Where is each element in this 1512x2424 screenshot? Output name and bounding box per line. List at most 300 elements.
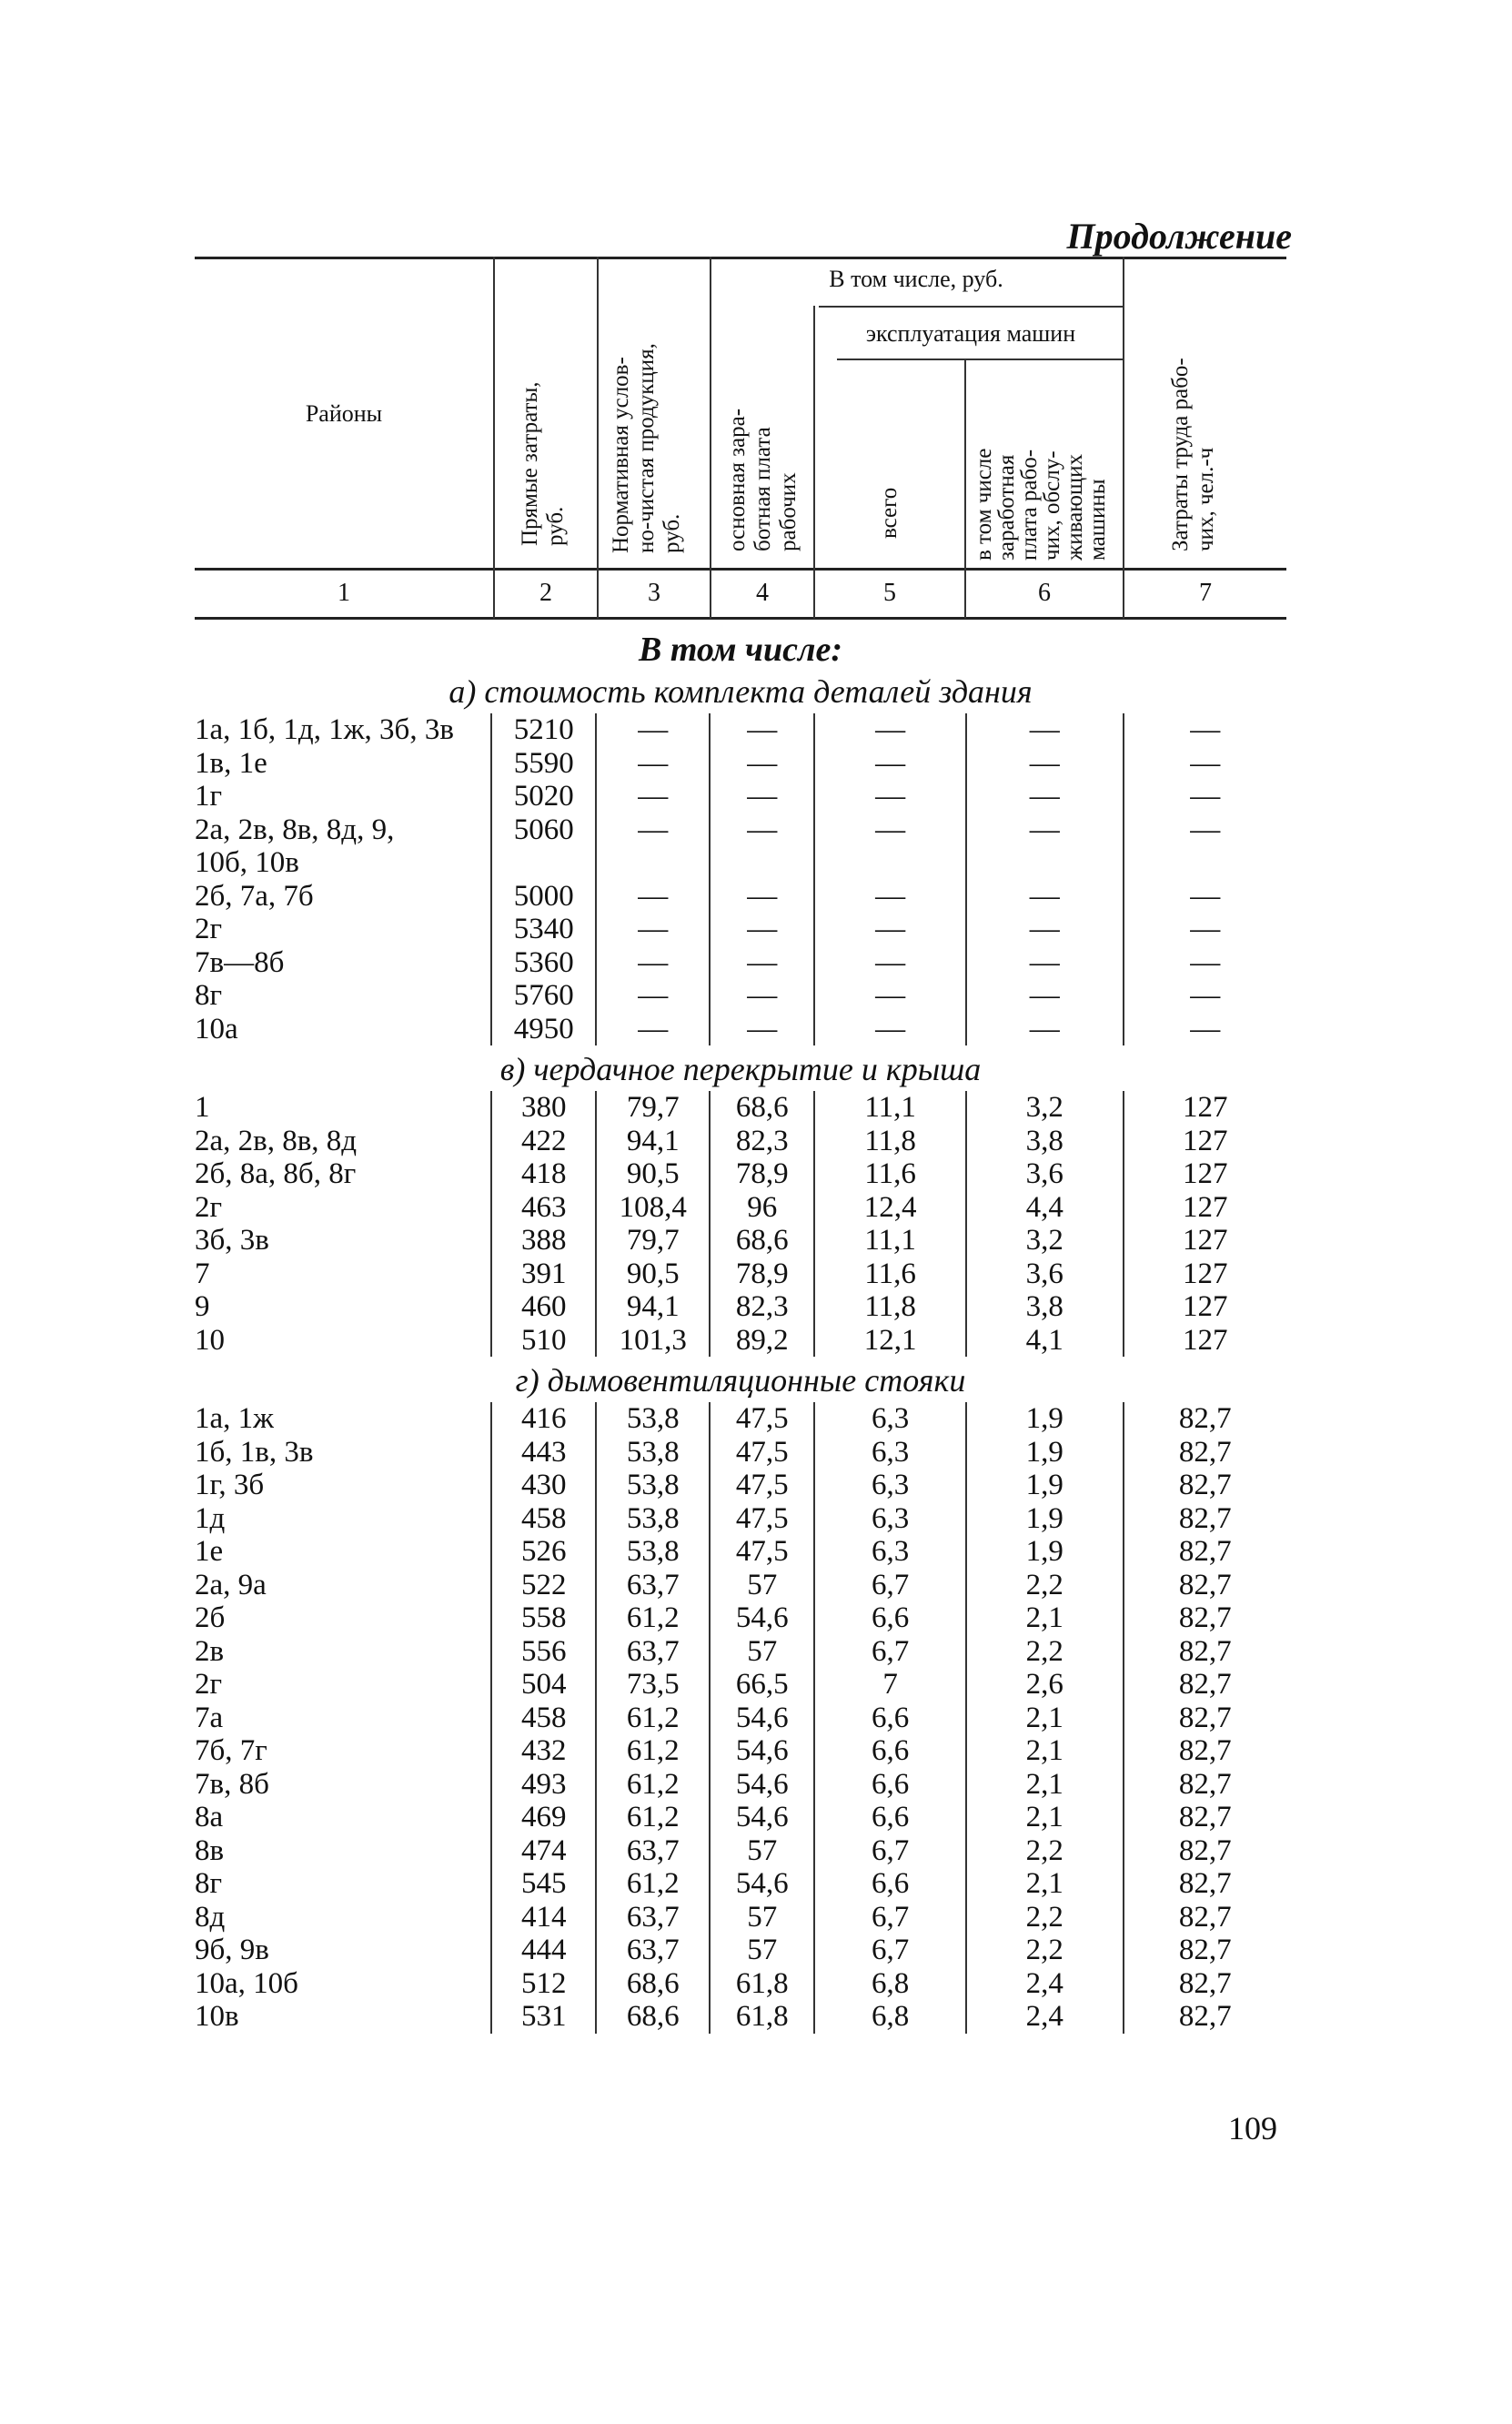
direct-costs-cell: 510 [490, 1324, 595, 1358]
region-cell: 1в, 1е [195, 746, 267, 780]
base-wage-cell: 54,6 [709, 1601, 813, 1635]
machines-total-cell: 6,3 [813, 1402, 965, 1436]
labor-cell: 82,7 [1123, 1801, 1287, 1834]
normative-cell: 90,5 [595, 1157, 709, 1191]
base-wage-cell: 47,5 [709, 1436, 813, 1470]
region-cell: 2а, 2в, 8в, 8д, 9, [195, 813, 395, 846]
labor-cell: — [1123, 813, 1287, 847]
normative-cell: 68,6 [595, 2000, 709, 2034]
labor-cell: 82,7 [1123, 1768, 1287, 1802]
labor-cell: 82,7 [1123, 2000, 1287, 2034]
labor-cell: 82,7 [1123, 1469, 1287, 1502]
region-cell: 8а [195, 1801, 224, 1833]
normative-cell: 94,1 [595, 1125, 709, 1158]
machine-wage-cell: 2,2 [965, 1569, 1123, 1602]
normative-cell: — [595, 1013, 709, 1046]
direct-costs-cell [490, 846, 595, 880]
direct-costs-cell: 388 [490, 1224, 595, 1257]
section-rows [195, 1402, 1286, 2034]
base-wage-cell: 78,9 [709, 1257, 813, 1291]
machine-wage-cell: 1,9 [965, 1535, 1123, 1569]
table-row [195, 1535, 1286, 1569]
labor-cell [1123, 846, 1287, 880]
direct-costs-cell: 522 [490, 1569, 595, 1602]
machine-wage-cell: 2,1 [965, 1768, 1123, 1802]
region-cell: 8в [195, 1833, 225, 1867]
normative-cell: 61,2 [595, 1768, 709, 1802]
base-wage-cell: 57 [709, 1569, 813, 1602]
labor-cell: — [1123, 780, 1287, 813]
table-row [195, 1502, 1286, 1536]
machines-total-cell: 6,7 [813, 1834, 965, 1868]
normative-cell: 90,5 [595, 1257, 709, 1291]
col-number-4: 4 [756, 579, 769, 607]
region-cell: 2г [195, 913, 223, 945]
table-row [195, 1934, 1286, 1967]
table-row [195, 1569, 1286, 1602]
base-wage-cell: 47,5 [709, 1502, 813, 1536]
machines-total-cell: 12,4 [813, 1191, 965, 1225]
direct-costs-cell: 5590 [490, 747, 595, 781]
labor-cell: 82,7 [1123, 1402, 1287, 1436]
base-wage-cell [709, 846, 813, 880]
base-wage-cell: — [709, 747, 813, 781]
machine-wage-cell: 1,9 [965, 1502, 1123, 1536]
machine-wage-cell: — [965, 1013, 1123, 1046]
labor-cell: — [1123, 913, 1287, 946]
direct-costs-cell: 444 [490, 1934, 595, 1967]
machine-wage-cell: — [965, 913, 1123, 946]
base-wage-cell: 57 [709, 1834, 813, 1868]
direct-costs-cell: 504 [490, 1668, 595, 1702]
region-cell: 9б, 9в [195, 1934, 269, 1966]
machine-wage-cell: — [965, 813, 1123, 847]
table-row [195, 1801, 1286, 1834]
machines-total-cell: — [813, 780, 965, 813]
labor-cell: — [1123, 713, 1287, 747]
base-wage-cell: 82,3 [709, 1290, 813, 1324]
table-row [195, 713, 1286, 747]
normative-cell: 63,7 [595, 1934, 709, 1967]
table-row [195, 1601, 1286, 1635]
machine-wage-cell: — [965, 880, 1123, 914]
labor-cell: 82,7 [1123, 1601, 1287, 1635]
normative-cell: — [595, 946, 709, 980]
col-direct-costs-header: Прямые затраты, руб. [518, 381, 568, 546]
machine-wage-cell: 1,9 [965, 1469, 1123, 1502]
col-labor-header: Затраты труда рабо- чих, чел.-ч [1168, 358, 1218, 551]
machine-wage-cell: — [965, 713, 1123, 747]
normative-cell: 53,8 [595, 1502, 709, 1536]
labor-cell: 127 [1123, 1257, 1287, 1291]
normative-cell: 108,4 [595, 1191, 709, 1225]
table-row [195, 1668, 1286, 1702]
machine-wage-cell [965, 846, 1123, 880]
labor-cell: 127 [1123, 1125, 1287, 1158]
labor-cell: — [1123, 747, 1287, 781]
normative-cell: 53,8 [595, 1469, 709, 1502]
labor-cell: 82,7 [1123, 1569, 1287, 1602]
machines-total-cell: 6,6 [813, 1702, 965, 1735]
machines-total-cell: 6,8 [813, 1967, 965, 2001]
base-wage-cell: 47,5 [709, 1469, 813, 1502]
machines-total-cell: 6,3 [813, 1535, 965, 1569]
normative-cell: 79,7 [595, 1224, 709, 1257]
table-row [195, 1091, 1286, 1125]
region-cell: 10в [195, 2000, 239, 2033]
direct-costs-cell: 460 [490, 1290, 595, 1324]
col-number-2: 2 [539, 579, 552, 607]
machine-wage-cell: 2,1 [965, 1801, 1123, 1834]
base-wage-cell: — [709, 780, 813, 813]
col-number-6: 6 [1038, 579, 1051, 607]
col-regions-header: Районы [305, 400, 383, 427]
base-wage-cell: — [709, 913, 813, 946]
machines-total-cell: 7 [813, 1668, 965, 1702]
table-row [195, 1157, 1286, 1191]
region-cell: 7 [195, 1257, 210, 1290]
base-wage-cell: 57 [709, 1635, 813, 1669]
table-row [195, 1125, 1286, 1158]
table-row [195, 1191, 1286, 1225]
base-wage-cell: 57 [709, 1901, 813, 1934]
direct-costs-cell: 5060 [490, 813, 595, 847]
direct-costs-cell: 526 [490, 1535, 595, 1569]
labor-cell: 127 [1123, 1224, 1287, 1257]
base-wage-cell: 54,6 [709, 1867, 813, 1901]
base-wage-cell: 54,6 [709, 1768, 813, 1802]
direct-costs-cell: 416 [490, 1402, 595, 1436]
normative-cell: — [595, 713, 709, 747]
machine-wage-cell: — [965, 946, 1123, 980]
direct-costs-cell: 443 [490, 1436, 595, 1470]
base-wage-cell: 89,2 [709, 1324, 813, 1358]
base-wage-cell: 57 [709, 1934, 813, 1967]
page-number: 109 [1228, 2110, 1277, 2146]
machine-wage-cell: — [965, 780, 1123, 813]
direct-costs-cell: 380 [490, 1091, 595, 1125]
direct-costs-cell: 531 [490, 2000, 595, 2034]
direct-costs-cell: 4950 [490, 1013, 595, 1046]
table-row [195, 1768, 1286, 1802]
direct-costs-cell: 430 [490, 1469, 595, 1502]
direct-costs-cell: 391 [490, 1257, 595, 1291]
machine-wage-cell: 2,2 [965, 1635, 1123, 1669]
machine-wage-cell: 2,1 [965, 1867, 1123, 1901]
base-wage-cell: — [709, 1013, 813, 1046]
region-cell: 7в—8б [195, 945, 285, 979]
region-cell: 9 [195, 1290, 210, 1323]
section-rows [195, 713, 1286, 1045]
machines-total-cell: — [813, 946, 965, 980]
direct-costs-cell: 432 [490, 1734, 595, 1768]
table-row [195, 1436, 1286, 1470]
normative-cell: — [595, 747, 709, 781]
machines-total-cell: 6,8 [813, 2000, 965, 2034]
table-row [195, 946, 1286, 980]
labor-cell: 82,7 [1123, 1734, 1287, 1768]
normative-cell: — [595, 979, 709, 1013]
col-base-wage-header: основная зара- ботная плата рабочих [725, 408, 801, 551]
normative-cell: 63,7 [595, 1901, 709, 1934]
region-cell: 1а, 1б, 1д, 1ж, 3б, 3в [195, 713, 454, 746]
machine-wage-cell: 4,4 [965, 1191, 1123, 1225]
machine-wage-cell: 3,6 [965, 1257, 1123, 1291]
machine-wage-cell: 3,2 [965, 1091, 1123, 1125]
labor-cell: 127 [1123, 1324, 1287, 1358]
table-row [195, 880, 1286, 914]
region-cell: 8г [195, 979, 223, 1012]
table-row [195, 913, 1286, 946]
table-row [195, 1402, 1286, 1436]
direct-costs-cell: 5020 [490, 780, 595, 813]
base-wage-cell: 54,6 [709, 1734, 813, 1768]
machines-total-cell [813, 846, 965, 880]
machines-total-cell: 11,1 [813, 1224, 965, 1257]
direct-costs-cell: 422 [490, 1125, 595, 1158]
labor-cell: 82,7 [1123, 1635, 1287, 1669]
col-machine-wage-header: в том числе заработная плата рабо- чих, обслу- живающих машины [972, 448, 1110, 561]
machine-wage-cell: 2,1 [965, 1702, 1123, 1735]
labor-cell: 82,7 [1123, 1668, 1287, 1702]
region-cell: 8д [195, 1900, 226, 1934]
machine-wage-cell: 2,1 [965, 1601, 1123, 1635]
region-cell: 2б, 7а, 7б [195, 879, 314, 913]
labor-cell: 82,7 [1123, 1867, 1287, 1901]
base-wage-cell: — [709, 946, 813, 980]
machines-total-cell: — [813, 747, 965, 781]
table-row [195, 1257, 1286, 1291]
table-row [195, 2000, 1286, 2034]
section-title: а) стоимость комплекта деталей здания [449, 673, 1033, 710]
region-cell: 2г [195, 1190, 223, 1224]
normative-cell: 63,7 [595, 1635, 709, 1669]
table-header [195, 257, 1286, 619]
region-cell: 2а, 2в, 8в, 8д [195, 1124, 358, 1157]
direct-costs-cell: 458 [490, 1502, 595, 1536]
table-row [195, 1013, 1286, 1046]
table-row [195, 1224, 1286, 1257]
base-wage-cell: 82,3 [709, 1125, 813, 1158]
region-cell: 1г, 3б [195, 1469, 265, 1501]
direct-costs-cell: 5210 [490, 713, 595, 747]
labor-cell: — [1123, 880, 1287, 914]
machine-wage-cell: 3,6 [965, 1157, 1123, 1191]
table-row [195, 1469, 1286, 1502]
direct-costs-cell: 418 [490, 1157, 595, 1191]
intro-heading: В том числе: [639, 631, 842, 669]
region-cell: 2б, 8а, 8б, 8г [195, 1157, 357, 1190]
labor-cell: 127 [1123, 1290, 1287, 1324]
table-row [195, 979, 1286, 1013]
machines-total-cell: 6,7 [813, 1901, 965, 1934]
section-title: г) дымовентиляционные стояки [515, 1362, 966, 1399]
labor-cell: 127 [1123, 1157, 1287, 1191]
machine-wage-cell: 2,1 [965, 1734, 1123, 1768]
labor-cell: 127 [1123, 1191, 1287, 1225]
region-cell: 2в [195, 1634, 225, 1668]
table-body [195, 673, 1286, 2034]
region-cell: 10 [195, 1323, 225, 1357]
normative-cell: 53,8 [595, 1436, 709, 1470]
labor-cell: 82,7 [1123, 1834, 1287, 1868]
labor-cell: 82,7 [1123, 1967, 1287, 2001]
col-number-5: 5 [883, 579, 896, 607]
labor-cell: — [1123, 1013, 1287, 1046]
base-wage-cell: 68,6 [709, 1091, 813, 1125]
group-including-header: В том числе, руб. [829, 266, 1003, 292]
data-table [195, 257, 1286, 2034]
machines-total-cell: 6,6 [813, 1601, 965, 1635]
base-wage-cell: 54,6 [709, 1702, 813, 1735]
base-wage-cell: 47,5 [709, 1535, 813, 1569]
direct-costs-cell: 414 [490, 1901, 595, 1934]
machines-total-cell: 6,6 [813, 1734, 965, 1768]
base-wage-cell: 66,5 [709, 1668, 813, 1702]
base-wage-cell: 54,6 [709, 1801, 813, 1834]
machines-total-cell: 12,1 [813, 1324, 965, 1358]
region-cell: 10б, 10в [195, 846, 299, 879]
machine-wage-cell: 3,2 [965, 1224, 1123, 1257]
direct-costs-cell: 5760 [490, 979, 595, 1013]
direct-costs-cell: 545 [490, 1867, 595, 1901]
machines-total-cell: 11,6 [813, 1257, 965, 1291]
table-row [195, 1635, 1286, 1669]
machines-total-cell: 11,8 [813, 1290, 965, 1324]
region-cell: 7б, 7г [195, 1734, 267, 1767]
region-cell: 2г [195, 1668, 223, 1701]
normative-cell: 79,7 [595, 1091, 709, 1125]
table-row [195, 1290, 1286, 1324]
table-row [195, 1734, 1286, 1768]
machines-total-cell: 6,6 [813, 1768, 965, 1802]
labor-cell: — [1123, 946, 1287, 980]
col-number-1: 1 [338, 579, 350, 607]
table-row [195, 846, 1286, 880]
normative-cell: 101,3 [595, 1324, 709, 1358]
machines-total-cell: — [813, 979, 965, 1013]
col-machines-total-header: всего [877, 487, 902, 539]
table-row [195, 1834, 1286, 1868]
normative-cell: 61,2 [595, 1734, 709, 1768]
normative-cell [595, 846, 709, 880]
machine-wage-cell: 3,8 [965, 1290, 1123, 1324]
direct-costs-cell: 463 [490, 1191, 595, 1225]
labor-cell: 82,7 [1123, 1436, 1287, 1470]
machine-wage-cell: 2,2 [965, 1834, 1123, 1868]
base-wage-cell: — [709, 880, 813, 914]
base-wage-cell: 68,6 [709, 1224, 813, 1257]
region-cell: 7в, 8б [195, 1767, 269, 1801]
base-wage-cell: 61,8 [709, 2000, 813, 2034]
machines-total-cell: 6,6 [813, 1867, 965, 1901]
region-cell: 1 [195, 1091, 210, 1124]
direct-costs-cell: 556 [490, 1635, 595, 1669]
labor-cell: 82,7 [1123, 1934, 1287, 1967]
table-row [195, 747, 1286, 781]
normative-cell: 53,8 [595, 1402, 709, 1436]
normative-cell: 61,2 [595, 1801, 709, 1834]
labor-cell: 82,7 [1123, 1502, 1287, 1536]
col-number-3: 3 [648, 579, 660, 607]
labor-cell: 127 [1123, 1091, 1287, 1125]
labor-cell: 82,7 [1123, 1702, 1287, 1735]
normative-cell: — [595, 780, 709, 813]
normative-cell: — [595, 880, 709, 914]
region-cell: 1г [195, 780, 223, 813]
machines-total-cell: 11,6 [813, 1157, 965, 1191]
normative-cell: 63,7 [595, 1569, 709, 1602]
region-cell: 2а, 9а [195, 1568, 267, 1601]
normative-cell: 73,5 [595, 1668, 709, 1702]
direct-costs-cell: 5360 [490, 946, 595, 980]
direct-costs-cell: 469 [490, 1801, 595, 1834]
machines-total-cell: — [813, 713, 965, 747]
machine-wage-cell: 2,6 [965, 1668, 1123, 1702]
region-cell: 2б [195, 1601, 226, 1634]
normative-cell: 61,2 [595, 1867, 709, 1901]
labor-cell: 82,7 [1123, 1901, 1287, 1934]
base-wage-cell: 78,9 [709, 1157, 813, 1191]
normative-cell: 61,2 [595, 1702, 709, 1735]
base-wage-cell: — [709, 979, 813, 1013]
table-row [195, 1702, 1286, 1735]
section-title: в) чердачное перекрытие и крыша [499, 1051, 982, 1087]
machines-total-cell: 6,3 [813, 1502, 965, 1536]
region-cell: 1д [195, 1501, 226, 1535]
group-machines-header: эксплуатация машин [865, 320, 1076, 347]
table-row [195, 1901, 1286, 1934]
base-wage-cell: — [709, 713, 813, 747]
table-row [195, 780, 1286, 813]
machines-total-cell: 11,1 [813, 1091, 965, 1125]
machines-total-cell: — [813, 913, 965, 946]
normative-cell: — [595, 913, 709, 946]
direct-costs-cell: 474 [490, 1834, 595, 1868]
machines-total-cell: 6,6 [813, 1801, 965, 1834]
region-cell: 7а [195, 1701, 224, 1734]
machines-total-cell: 6,7 [813, 1635, 965, 1669]
base-wage-cell: 47,5 [709, 1402, 813, 1436]
table-row [195, 1324, 1286, 1358]
continuation-label: Продолжение [1066, 216, 1292, 257]
machine-wage-cell: 2,4 [965, 2000, 1123, 2034]
region-cell: 8г [195, 1867, 223, 1900]
col-normative-header: Нормативная услов- но-чистая продукция, руб. [609, 343, 684, 553]
machines-total-cell: — [813, 813, 965, 847]
col-number-7: 7 [1199, 579, 1212, 607]
base-wage-cell: 96 [709, 1191, 813, 1225]
table-row [195, 813, 1286, 847]
region-cell: 10а [195, 1012, 238, 1045]
machines-total-cell: 11,8 [813, 1125, 965, 1158]
machines-total-cell: 6,7 [813, 1569, 965, 1602]
region-cell: 1б, 1в, 3в [195, 1435, 314, 1469]
normative-cell: 68,6 [595, 1967, 709, 2001]
base-wage-cell: — [709, 813, 813, 847]
machine-wage-cell: 1,9 [965, 1402, 1123, 1436]
machine-wage-cell: — [965, 979, 1123, 1013]
normative-cell: 53,8 [595, 1535, 709, 1569]
region-cell: 3б, 3в [195, 1224, 269, 1257]
machines-total-cell: 6,7 [813, 1934, 965, 1967]
machine-wage-cell: 2,4 [965, 1967, 1123, 2001]
machines-total-cell: — [813, 880, 965, 914]
machine-wage-cell: 1,9 [965, 1436, 1123, 1470]
machine-wage-cell: 4,1 [965, 1324, 1123, 1358]
normative-cell: — [595, 813, 709, 847]
table-row [195, 1867, 1286, 1901]
